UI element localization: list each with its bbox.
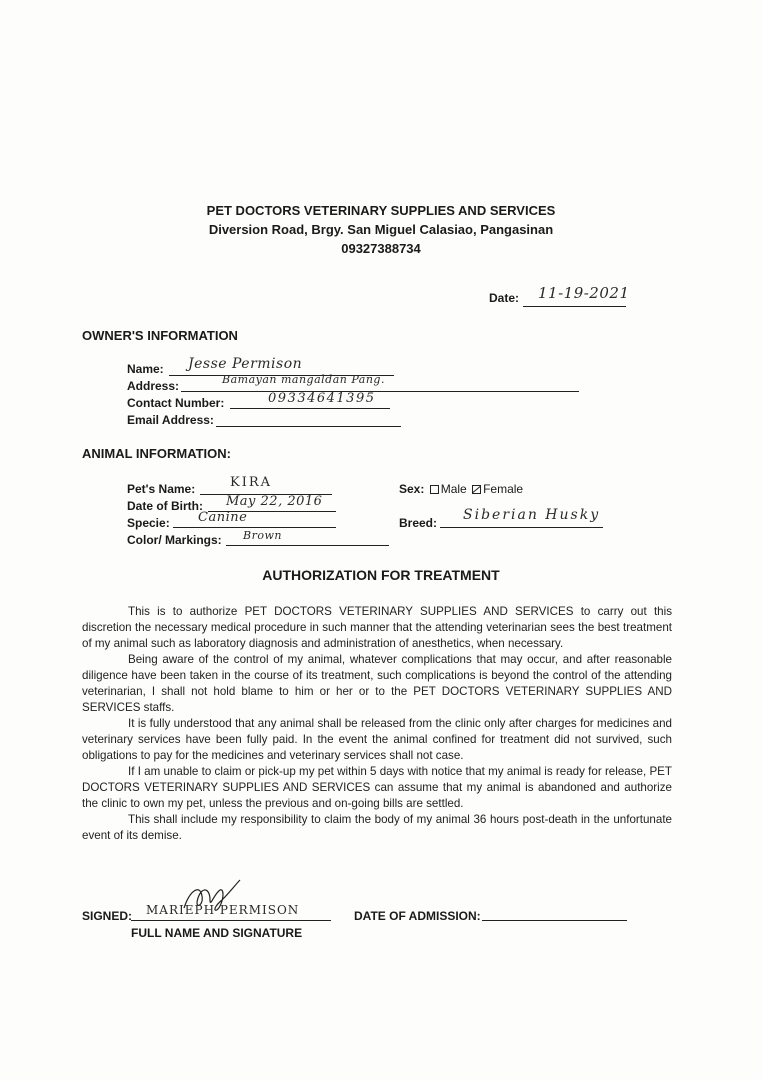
admission-line	[482, 920, 627, 921]
owner-contact-value[interactable]: 09334641395	[268, 391, 376, 406]
authorization-paragraph: If I am unable to claim or pick-up my pet within 5 days with notice that my animal is ready for release, PET DOCTORS VETERINARY SUPPLIES AND SERVICES can assume that my animal is abandoned and authorize the clinic to own my pet, unless the previous and on-going bills are settled.	[82, 765, 672, 810]
specie-value[interactable]: Canine	[198, 510, 248, 525]
male-option-label: Male	[440, 482, 467, 496]
male-checkbox[interactable]	[430, 485, 439, 494]
owner-address-label: Address:	[127, 379, 180, 393]
owner-address-line	[181, 391, 579, 392]
business-name: PET DOCTORS VETERINARY SUPPLIES AND SERVICES	[206, 203, 556, 218]
sex-label: Sex:	[399, 482, 425, 496]
authorization-body	[82, 604, 672, 844]
pet-name-value[interactable]: KIRA	[230, 475, 273, 490]
dob-value[interactable]: May 22, 2016	[226, 494, 323, 509]
owner-email-label: Email Address:	[127, 413, 214, 427]
admission-label: DATE OF ADMISSION:	[354, 909, 481, 923]
authorization-paragraph: This is to authorize PET DOCTORS VETERINARY SUPPLIES AND SERVICES to carry out this discretion the necessary medical procedure in such manner that the attending veterinarian sees the best treatment of my animal such as laboratory diagnosis and administration of anesthetics, when necessary.	[82, 605, 672, 650]
specie-label: Specie:	[127, 516, 170, 530]
pet-name-label: Pet's Name:	[127, 482, 196, 496]
signed-label: SIGNED:	[82, 909, 133, 923]
business-address: Diversion Road, Brgy. San Miguel Calasiao, Pangasinan	[208, 222, 554, 237]
authorization-paragraph: Being aware of the control of my animal, whatever complications that may occur, and after reasonable diligence have been taken in the course of its treatment, such complications is beyond the control of the attending veterinarian, I shall not hold blame to him or her or to the PET DOCTORS VETERINARY SUPPLIES AND SERVICES staffs.	[82, 653, 672, 714]
female-option-label: Female	[483, 482, 524, 496]
date-value[interactable]: 11-19-2021	[538, 284, 630, 302]
owner-contact-line	[230, 408, 390, 409]
specie-line	[173, 527, 336, 528]
dob-label: Date of Birth:	[127, 499, 203, 513]
color-label: Color/ Markings:	[127, 533, 222, 547]
authorization-title: AUTHORIZATION FOR TREATMENT	[262, 567, 500, 583]
authorization-paragraph: This shall include my responsibility to claim the body of my animal 36 hours post-death in the unfortunate event of its demise.	[82, 813, 672, 842]
breed-value[interactable]: Siberian Husky	[463, 507, 601, 523]
animal-heading: ANIMAL INFORMATION:	[82, 446, 231, 461]
owner-address-value[interactable]: Bamayan mangaldan Pang.	[222, 373, 385, 386]
authorization-paragraph: It is fully understood that any animal shall be released from the clinic only after charges for medicines and veterinary services have been fully paid. In the event the animal confined for treatment did not survived, such obligations to pay for the medicines and veterinary services shall not case.	[82, 717, 672, 762]
sex-field	[399, 482, 523, 496]
color-line	[226, 545, 389, 546]
owner-name-value[interactable]: Jesse Permison	[188, 356, 303, 372]
business-phone: 09327388734	[341, 241, 421, 256]
breed-line	[440, 527, 603, 528]
owner-email-line	[216, 426, 401, 427]
owner-contact-label: Contact Number:	[127, 396, 225, 410]
breed-label: Breed:	[399, 516, 438, 530]
owner-name-label: Name:	[127, 362, 164, 376]
owner-heading: OWNER'S INFORMATION	[82, 328, 238, 343]
color-value[interactable]: Brown	[243, 529, 282, 542]
signed-name[interactable]: MARIEPH PERMISON	[146, 903, 300, 917]
signature-line	[131, 920, 331, 921]
signature-caption: FULL NAME AND SIGNATURE	[131, 926, 303, 940]
female-checkbox[interactable]	[472, 485, 481, 494]
date-label: Date:	[489, 291, 520, 305]
date-line	[523, 306, 626, 307]
